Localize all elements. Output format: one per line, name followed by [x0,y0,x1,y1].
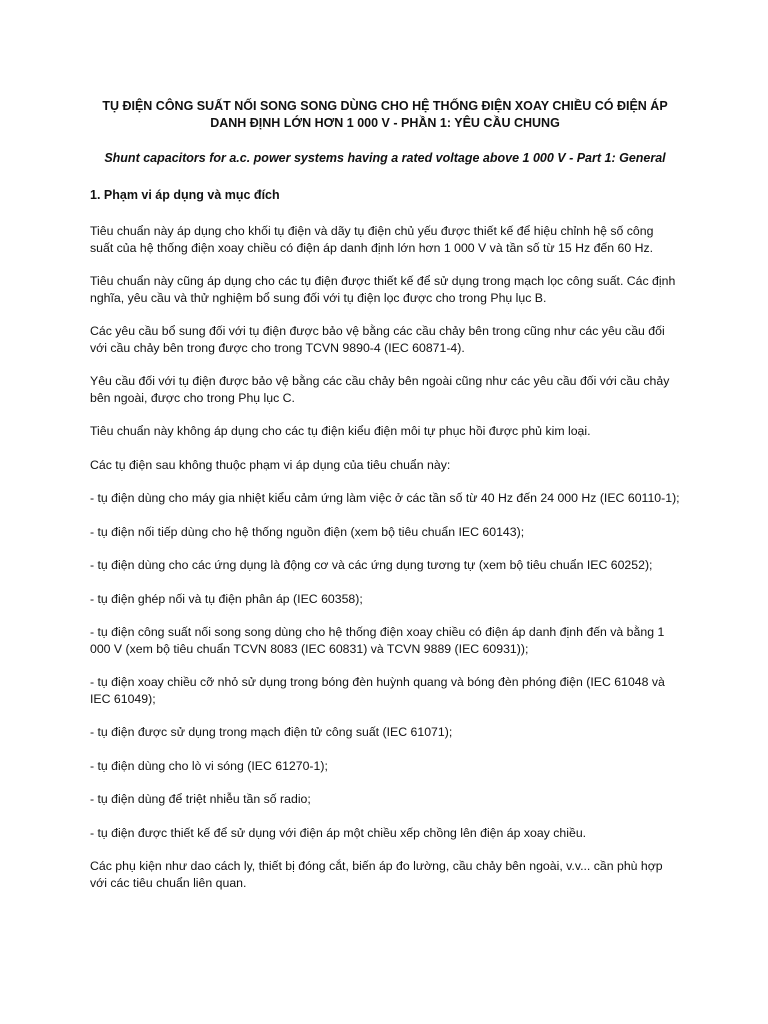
paragraph-external-fuses: Yêu cầu đối với tụ điện được bảo vệ bằng các cầu chảy bên ngoài cũng như các yêu cầu đối với cầu chảy bên ngoài, được cho trong Phụ lục C. [90,374,670,405]
document-title [90,98,680,132]
list-item-power-electronics: - tụ điện được sử dụng trong mạch điện tử công suất (IEC 61071); [90,725,453,739]
list-item-fluorescent-lamps: - tụ điện xoay chiều cỡ nhỏ sử dụng trong bóng đèn huỳnh quang và bóng đèn phóng điện (IEC 61048 và IEC 61049); [90,675,665,706]
document-content [90,98,680,891]
list-item-series-capacitors: - tụ điện nối tiếp dùng cho hệ thống nguồn điện (xem bộ tiêu chuẩn IEC 60143); [90,524,525,539]
paragraph-internal-fuses: Các yêu cầu bổ sung đối với tụ điện được bảo vệ bằng các cầu chảy bên trong cũng như các yêu cầu đối với cầu chảy bên trong được cho trong TCVN 9890-4 (IEC 60871-4). [90,324,665,355]
paragraph-self-healing-exclusion: Tiêu chuẩn này không áp dụng cho các tụ điện kiểu điện môi tự phục hồi được phủ kim loại. [90,424,591,438]
paragraph-scope: Tiêu chuẩn này áp dụng cho khối tụ điện và dãy tụ điện chủ yếu được thiết kế để hiệu chỉnh hệ số công suất của hệ thống điện xoay chiều có điện áp danh định lớn hơn 1 000 V và tần số từ 15 Hz đến 60 Hz. [90,224,654,255]
section-heading: 1. Phạm vi áp dụng và mục đích [90,188,280,202]
list-item-low-voltage-shunt: - tụ điện công suất nối song song dùng cho hệ thống điện xoay chiều có điện áp danh định đến và bằng 1 000 V (xem bộ tiêu chuẩn TCVN 8083 (IEC 60831) và TCVN 9889 (IEC 60931)); [90,625,665,656]
paragraph-accessories: Các phụ kiện như dao cách ly, thiết bị đóng cắt, biến áp đo lường, cầu chảy bên ngoài, v.v... cần phù hợp với các tiêu chuẩn liên quan. [90,859,663,890]
list-item-radio-interference: - tụ điện dùng để triệt nhiễu tần số radio; [90,792,311,806]
paragraph-exclusions-intro: Các tụ điện sau không thuộc phạm vi áp dụng của tiêu chuẩn này: [90,457,451,472]
document-subtitle: Shunt capacitors for a.c. power systems having a rated voltage above 1 000 V - Part 1: General [104,151,666,165]
document-title-line-1: TỤ ĐIỆN CÔNG SUẤT NỐI SONG SONG DÙNG CHO HỆ THỐNG ĐIỆN XOAY CHIỀU CÓ ĐIỆN ÁP [102,99,668,113]
list-item-induction-heating: - tụ điện dùng cho máy gia nhiệt kiểu cảm ứng làm việc ở các tần số từ 40 Hz đến 24 000 Hz (IEC 60110-1); [90,491,680,505]
document-title-line-2: DANH ĐỊNH LỚN HƠN 1 000 V - PHẦN 1: YÊU CẦU CHUNG [210,116,560,130]
paragraph-filter-capacitors: Tiêu chuẩn này cũng áp dụng cho các tụ điện được thiết kế để sử dụng trong mạch lọc công suất. Các định nghĩa, yêu cầu và thử nghiệm bổ sung đối với tụ điện lọc được cho trong Phụ lục B. [90,274,676,305]
list-item-microwave-ovens: - tụ điện dùng cho lò vi sóng (IEC 61270-1); [90,758,328,773]
list-item-motor-applications: - tụ điện dùng cho các ứng dụng là động cơ và các ứng dụng tương tự (xem bộ tiêu chuẩn IEC 60252); [90,558,653,572]
list-item-coupling-capacitors: - tụ điện ghép nối và tụ điện phân áp (IEC 60358); [90,591,363,606]
list-item-dc-superimposed: - tụ điện được thiết kế để sử dụng với điện áp một chiều xếp chồng lên điện áp xoay chiều. [90,825,587,840]
